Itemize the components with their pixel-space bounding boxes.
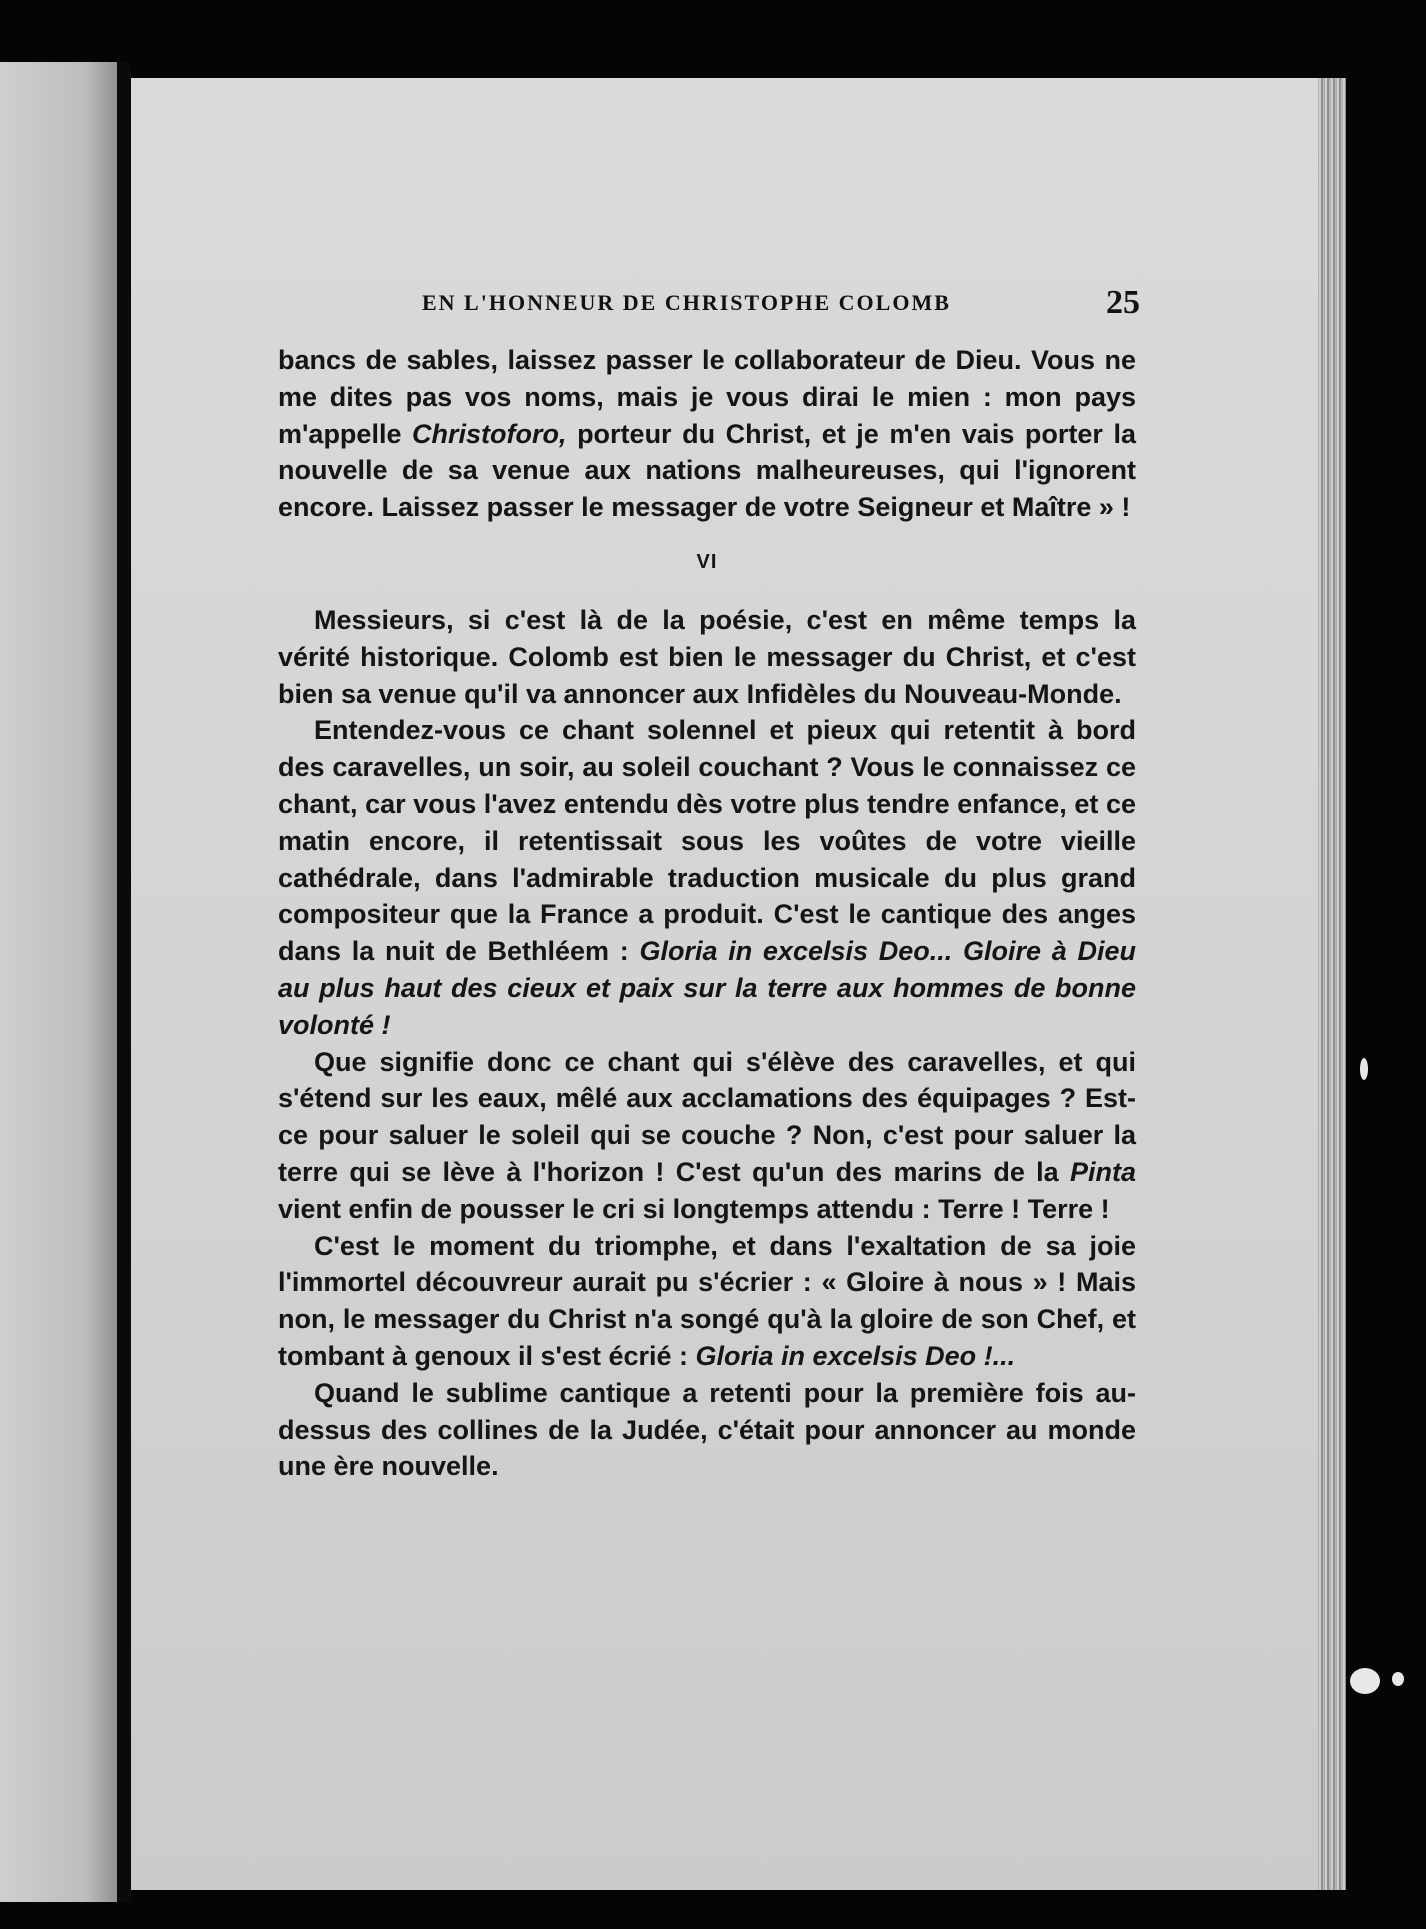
- paragraph: Entendez-vous ce chant solennel et pieux qui retentit à bord des caravelles, un soir, au soleil couchant ? Vous le connaissez ce chant, car vous l'avez entendu dès votre plus tendre enfance, et ce matin encore, il retentissait sous les voûtes de votre vieille cathédrale, dans l'admirable traduction musicale du plus grand compositeur que la France a produit. C'est le cantique des anges dans la nuit de Bethléem : Gloria in excelsis Deo... Gloire à Dieu au plus haut des cieux et paix sur la terre aux hommes de bonne volonté !: [278, 715, 1136, 1040]
- paper-speck: [1350, 1668, 1380, 1694]
- running-title: EN L'HONNEUR DE CHRISTOPHE COLOMB: [422, 290, 951, 315]
- paragraph: Que signifie donc ce chant qui s'élève des caravelles, et qui s'étend sur les eaux, mêlé aux acclamations des équipages ? Est-ce pour saluer le soleil qui se couche ? Non, c'est pour saluer la terre qui se lève à l'horizon ! C'est qu'un des marins de la Pinta vient enfin de pousser le cri si longtemps attendu : Terre ! Terre !: [278, 1046, 1136, 1224]
- page-number: 25: [1106, 284, 1140, 321]
- facing-page-edge: [0, 62, 122, 1902]
- paragraph: bancs de sables, laissez passer le collaborateur de Dieu. Vous ne me dites pas vos noms, mais je vous dirai le mien : mon pays m'appelle Christoforo, porteur du Christ, et je m'en vais porter la nouvelle de sa venue aux nations malheureuses, qui l'ignorent encore. Laissez passer le messager de votre Seigneur et Maître » !: [278, 345, 1136, 523]
- body-text: [278, 342, 1136, 1485]
- paper-speck: [1360, 1058, 1368, 1080]
- paper-speck: [1392, 1672, 1404, 1686]
- page-stack-edge: [1318, 78, 1346, 1890]
- paragraph: C'est le moment du triomphe, et dans l'exaltation de sa joie l'immortel découvreur aurait pu s'écrier : « Gloire à nous » ! Mais non, le messager du Christ n'a songé qu'à la gloire de son Chef, et tombant à genoux il s'est écrié : Gloria in excelsis Deo !...: [278, 1230, 1136, 1371]
- section-number: VI: [696, 550, 718, 573]
- running-header: [422, 284, 1140, 330]
- book-gutter: [117, 62, 131, 1902]
- paragraph: Messieurs, si c'est là de la poésie, c'est en même temps la vérité historique. Colomb est bien le messager du Christ, et c'est bien sa venue qu'il va annoncer aux Infidèles du Nouveau-Monde.: [278, 604, 1136, 709]
- paragraph: Quand le sublime cantique a retenti pour la première fois au-dessus des collines de la Judée, c'était pour annoncer au monde une ère nouvelle.: [278, 1377, 1136, 1482]
